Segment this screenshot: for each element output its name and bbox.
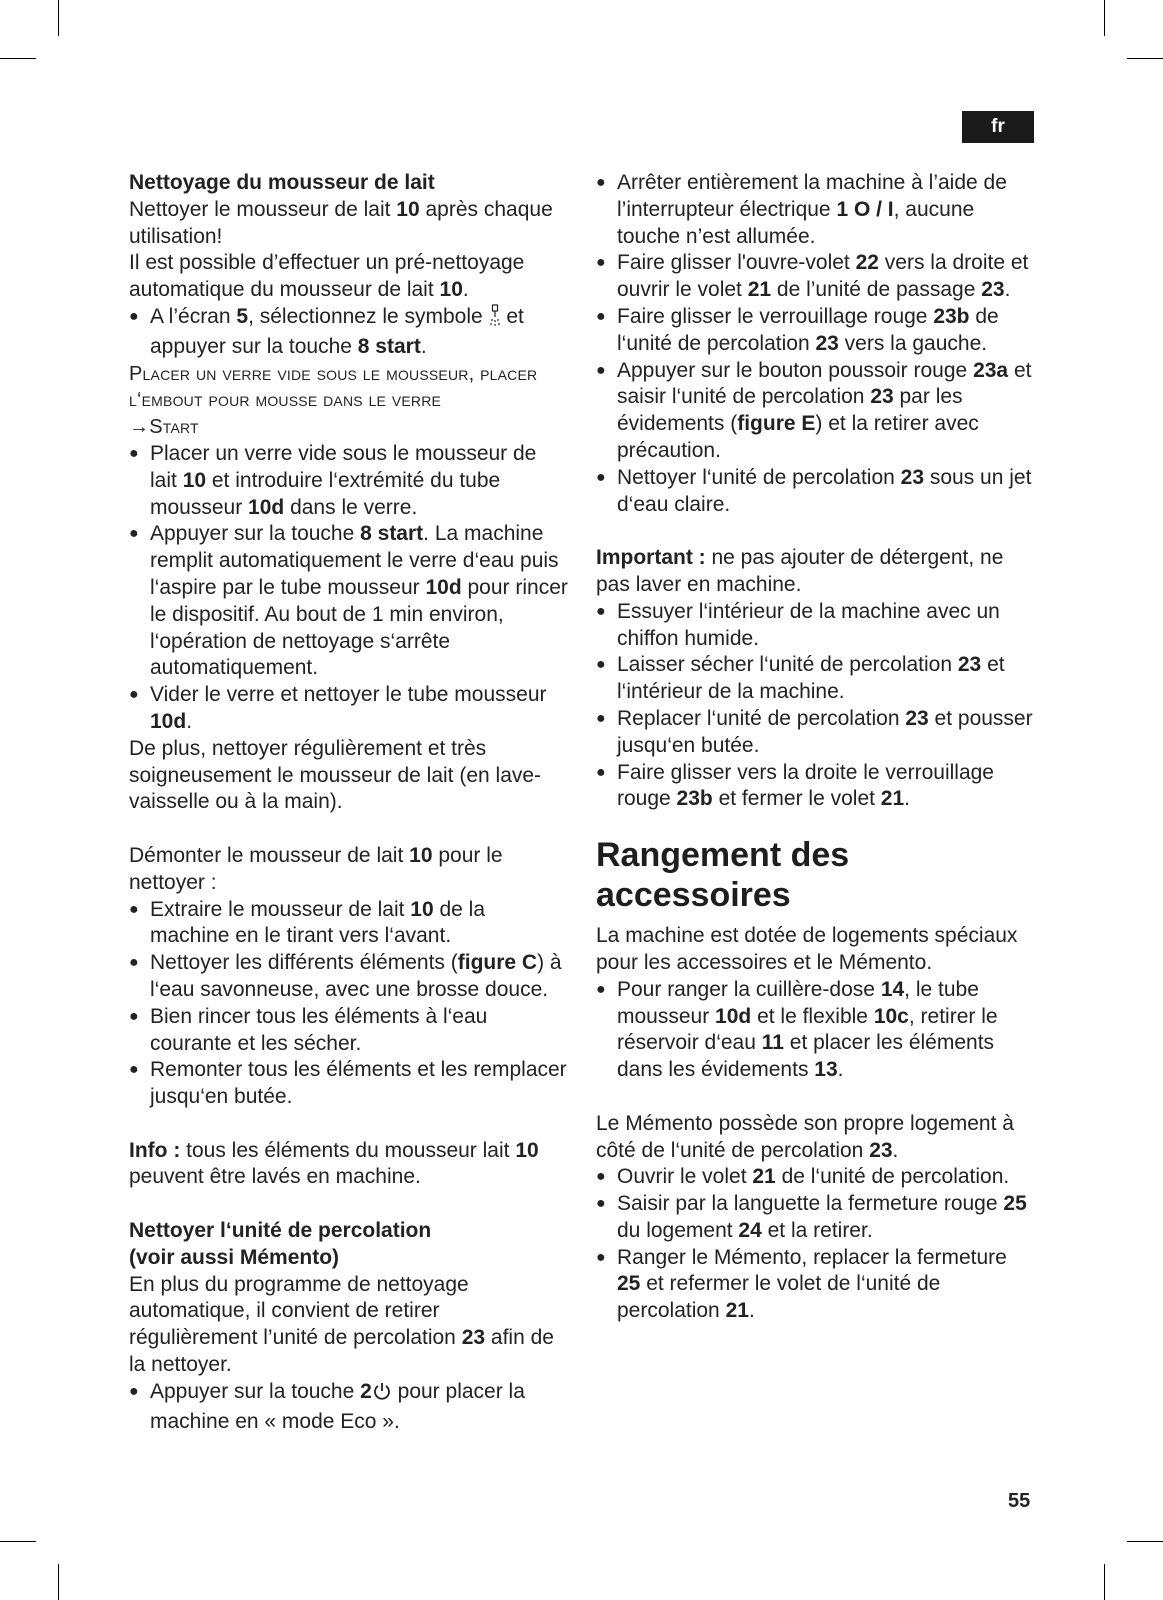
bullet-list	[596, 170, 1036, 518]
bullet-list	[596, 599, 1036, 813]
list-item: ● Replacer l‘unité de percolation 23 et pousser jusqu‘en butée.	[596, 706, 1036, 760]
section-title-storage: Rangement des accessoires	[596, 836, 850, 915]
crop-mark	[1104, 1564, 1105, 1600]
info-note: Info : tous les éléments du mousseur lait 10 peuvent être lavés en machine.	[129, 1138, 539, 1189]
list-item: ● Placer un verre vide sous le mousseur de lait 10 et introduire l‘extrémité du tube mousseur 10d dans le verre.	[129, 441, 569, 521]
crop-mark	[0, 1541, 36, 1542]
section-heading-milk-cleaning: Nettoyage du mousseur de lait	[129, 171, 435, 194]
list-item: ● Vider le verre et nettoyer le tube mousseur 10d.	[129, 682, 569, 736]
bullet-list	[129, 304, 569, 361]
list-item: ● Appuyer sur la touche 8 start. La machine remplit automatiquement le verre d‘eau puis l‘aspire par le tube mousseur 10d pour rincer le dispositif. Au bout de 1 min environ, l‘opération de nettoyage s‘arrête automatiquement.	[129, 521, 569, 682]
display-message-start: →Start	[129, 416, 199, 439]
list-item: ● Appuyer sur le bouton poussoir rouge 23a et saisir l‘unité de percolation 23 par les évidements (figure E) et la retirer avec précaution.	[596, 358, 1036, 465]
bullet-list	[596, 1164, 1036, 1325]
bullet-list	[129, 441, 569, 736]
paragraph: De plus, nettoyer régulièrement et très soigneusement le mousseur de lait (en lave-vaisselle ou à la main).	[129, 736, 542, 814]
list-item: ● A l’écran 5, sélectionnez le symbole et appuyer sur la touche 8 start.	[129, 304, 569, 361]
important-note: Important : ne pas ajouter de détergent, ne pas laver en machine.	[596, 546, 1004, 596]
list-item: ● Ranger le Mémento, replacer la fermeture 25 et refermer le volet de l‘unité de percolation 21.	[596, 1245, 1036, 1325]
crop-mark	[1127, 1541, 1163, 1542]
list-item: ● Faire glisser vers la droite le verrouillage rouge 23b et fermer le volet 21.	[596, 760, 1036, 814]
arrow-right-icon: →	[129, 416, 150, 439]
crop-mark	[58, 0, 59, 36]
bullet-list	[596, 977, 1036, 1084]
language-tab: fr	[962, 111, 1034, 143]
list-item: ● Remonter tous les éléments et les remplacer jusqu‘en butée.	[129, 1057, 569, 1111]
crop-mark	[58, 1564, 59, 1600]
list-item: ● Arrêter entièrement la machine à l’aide de l’interrupteur électrique 1 O / I, aucune touche n’est allumée.	[596, 170, 1036, 250]
paragraph: En plus du programme de nettoyage automatique, il convient de retirer régulièrement l’unité de percolation 23 afin de la nettoyer.	[129, 1272, 554, 1377]
list-item: ● Appuyer sur la touche 2 pour placer la machine en « mode Eco ».	[129, 1379, 569, 1436]
paragraph: Il est possible d’effectuer un pré-nettoyage automatique du mousseur de lait 10.	[129, 251, 525, 302]
list-item: ● Nettoyer les différents éléments (figure C) à l‘eau savonneuse, avec une brosse douce.	[129, 950, 569, 1004]
bullet-list	[129, 897, 569, 1111]
list-item: ● Laisser sécher l‘unité de percolation 23 et l‘intérieur de la machine.	[596, 652, 1036, 706]
section-subheading-brew-unit: (voir aussi Mémento)	[129, 1245, 340, 1269]
list-item: ● Nettoyer l‘unité de percolation 23 sous un jet d‘eau claire.	[596, 465, 1036, 519]
paragraph: Nettoyer le mousseur de lait 10 après chaque utilisation!	[129, 197, 553, 248]
right-column	[596, 170, 1036, 1325]
paragraph: Le Mémento possède son propre logement à côté de l‘unité de percolation 23.	[596, 1111, 1014, 1162]
left-column	[129, 170, 569, 1435]
list-item: ● Faire glisser l'ouvre-volet 22 vers la droite et ouvrir le volet 21 de l’unité de passage 23.	[596, 250, 1036, 304]
list-item: ● Ouvrir le volet 21 de l‘unité de percolation.	[596, 1164, 1036, 1191]
page-number: 55	[1008, 1490, 1031, 1512]
crop-mark	[1104, 0, 1105, 36]
list-item: ● Faire glisser le verrouillage rouge 23b de l‘unité de percolation 23 vers la gauche.	[596, 304, 1036, 358]
milk-frother-clean-icon	[489, 304, 501, 334]
list-item: ● Saisir par la languette la fermeture rouge 25 du logement 24 et la retirer.	[596, 1191, 1036, 1245]
list-item: ● Essuyer l‘intérieur de la machine avec un chiffon humide.	[596, 599, 1036, 653]
list-item: ● Pour ranger la cuillère-dose 14, le tube mousseur 10d et le flexible 10c, retirer le réservoir d‘eau 11 et placer les éléments dans les évidements 13.	[596, 977, 1036, 1084]
crop-mark	[1127, 58, 1163, 59]
bullet-list	[129, 1379, 569, 1436]
crop-mark	[0, 58, 36, 59]
power-icon	[372, 1381, 392, 1409]
paragraph: La machine est dotée de logements spéciaux pour les accessoires et le Mémento.	[596, 924, 1018, 974]
paragraph: Démonter le mousseur de lait 10 pour le nettoyer :	[129, 843, 503, 894]
list-item: ● Bien rincer tous les éléments à l‘eau courante et les sécher.	[129, 1004, 569, 1058]
list-item: ● Extraire le mousseur de lait 10 de la machine en le tirant vers l‘avant.	[129, 897, 569, 951]
section-heading-brew-unit: Nettoyer l‘unité de percolation	[129, 1219, 432, 1243]
display-message: Placer un verre vide sous le mousseur, placer l‘embout pour mousse dans le verre	[129, 362, 538, 412]
